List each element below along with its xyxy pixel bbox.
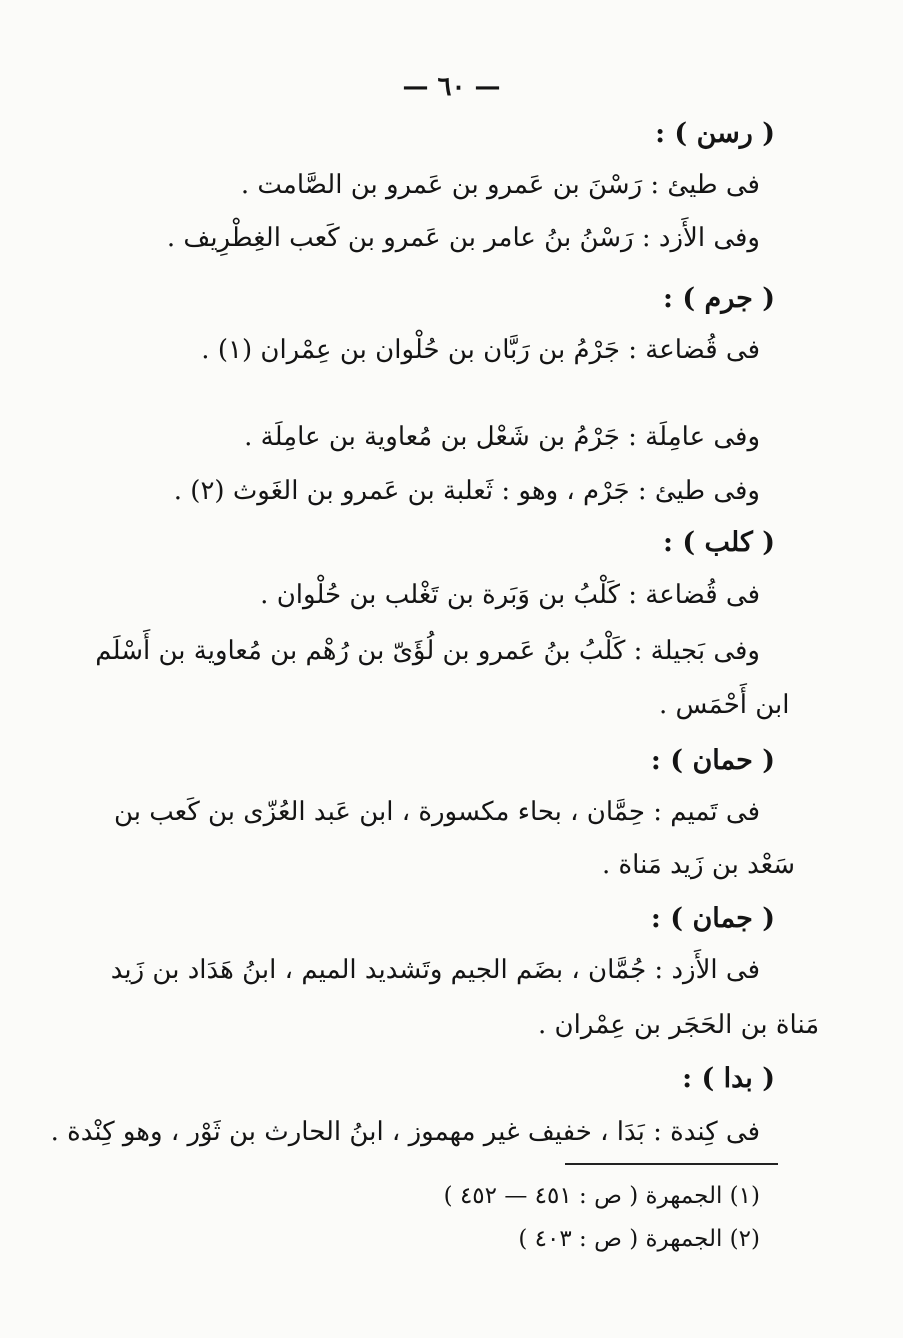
text-line: ابن أَحْمَس .	[659, 690, 790, 720]
text-line: مَناة بن الحَجَر بن عِمْران .	[538, 1010, 820, 1040]
text-line: وفى الأَزد : رَسْنُ بنُ عامر بن عَمرو بن كَعب الغِطْرِيف .	[166, 223, 760, 253]
text-line: فى قُضاعة : كَلْبُ بن وَبَرة بن تَغْلب بن حُلْوان .	[260, 580, 760, 610]
text-line: فى قُضاعة : جَرْمُ بن رَبَّان بن حُلْوان بن عِمْران (١) .	[201, 335, 760, 365]
heading-rasan: ( رسن ) :	[655, 118, 775, 149]
heading-jumman: ( جمان ) :	[650, 903, 775, 934]
heading-kalb: ( كلب ) :	[662, 527, 775, 558]
text-line: فى كِندة : بَدَا ، خفيف غير مهموز ، ابنُ الحارث بن ثَوْر ، وهو كِنْدة .	[50, 1117, 760, 1147]
text-line: وفى بَجيلة : كَلْبُ بنُ عَمرو بن لُؤَىّ بن رُهْم بن مُعاوية بن أَسْلَم	[95, 636, 760, 666]
page-number: — ٦٠ —	[402, 72, 501, 102]
text-line: وفى طيئ : جَرْم ، وهو : ثَعلبة بن عَمرو بن الغَوث (٢) .	[173, 476, 760, 506]
footnote-divider	[565, 1163, 778, 1165]
text-line: وفى عامِلَة : جَرْمُ بن شَعْل بن مُعاوية بن عامِلَة .	[244, 422, 760, 452]
heading-bada: ( بدا ) :	[682, 1063, 775, 1094]
footnote-1: (١) الجمهرة ( ص : ٤٥١ — ٤٥٢ )	[443, 1183, 760, 1209]
heading-himman: ( حمان ) :	[650, 745, 775, 776]
text-line: سَعْد بن زَيد مَناة .	[602, 850, 796, 880]
text-line: فى تَميم : حِمَّان ، بحاء مكسورة ، ابن عَبد العُزّى بن كَعب بن	[113, 797, 760, 827]
footnote-2: (٢) الجمهرة ( ص : ٤٠٣ )	[518, 1226, 760, 1252]
heading-jarm: ( جرم ) :	[662, 283, 775, 314]
text-line: فى طيئ : رَسْنَ بن عَمرو بن عَمرو بن الصَّامت .	[240, 170, 760, 200]
text-line: فى الأَزد : جُمَّان ، بضَم الجيم وتَشديد الميم ، ابنُ هَدَاد بن زَيد	[110, 955, 760, 985]
